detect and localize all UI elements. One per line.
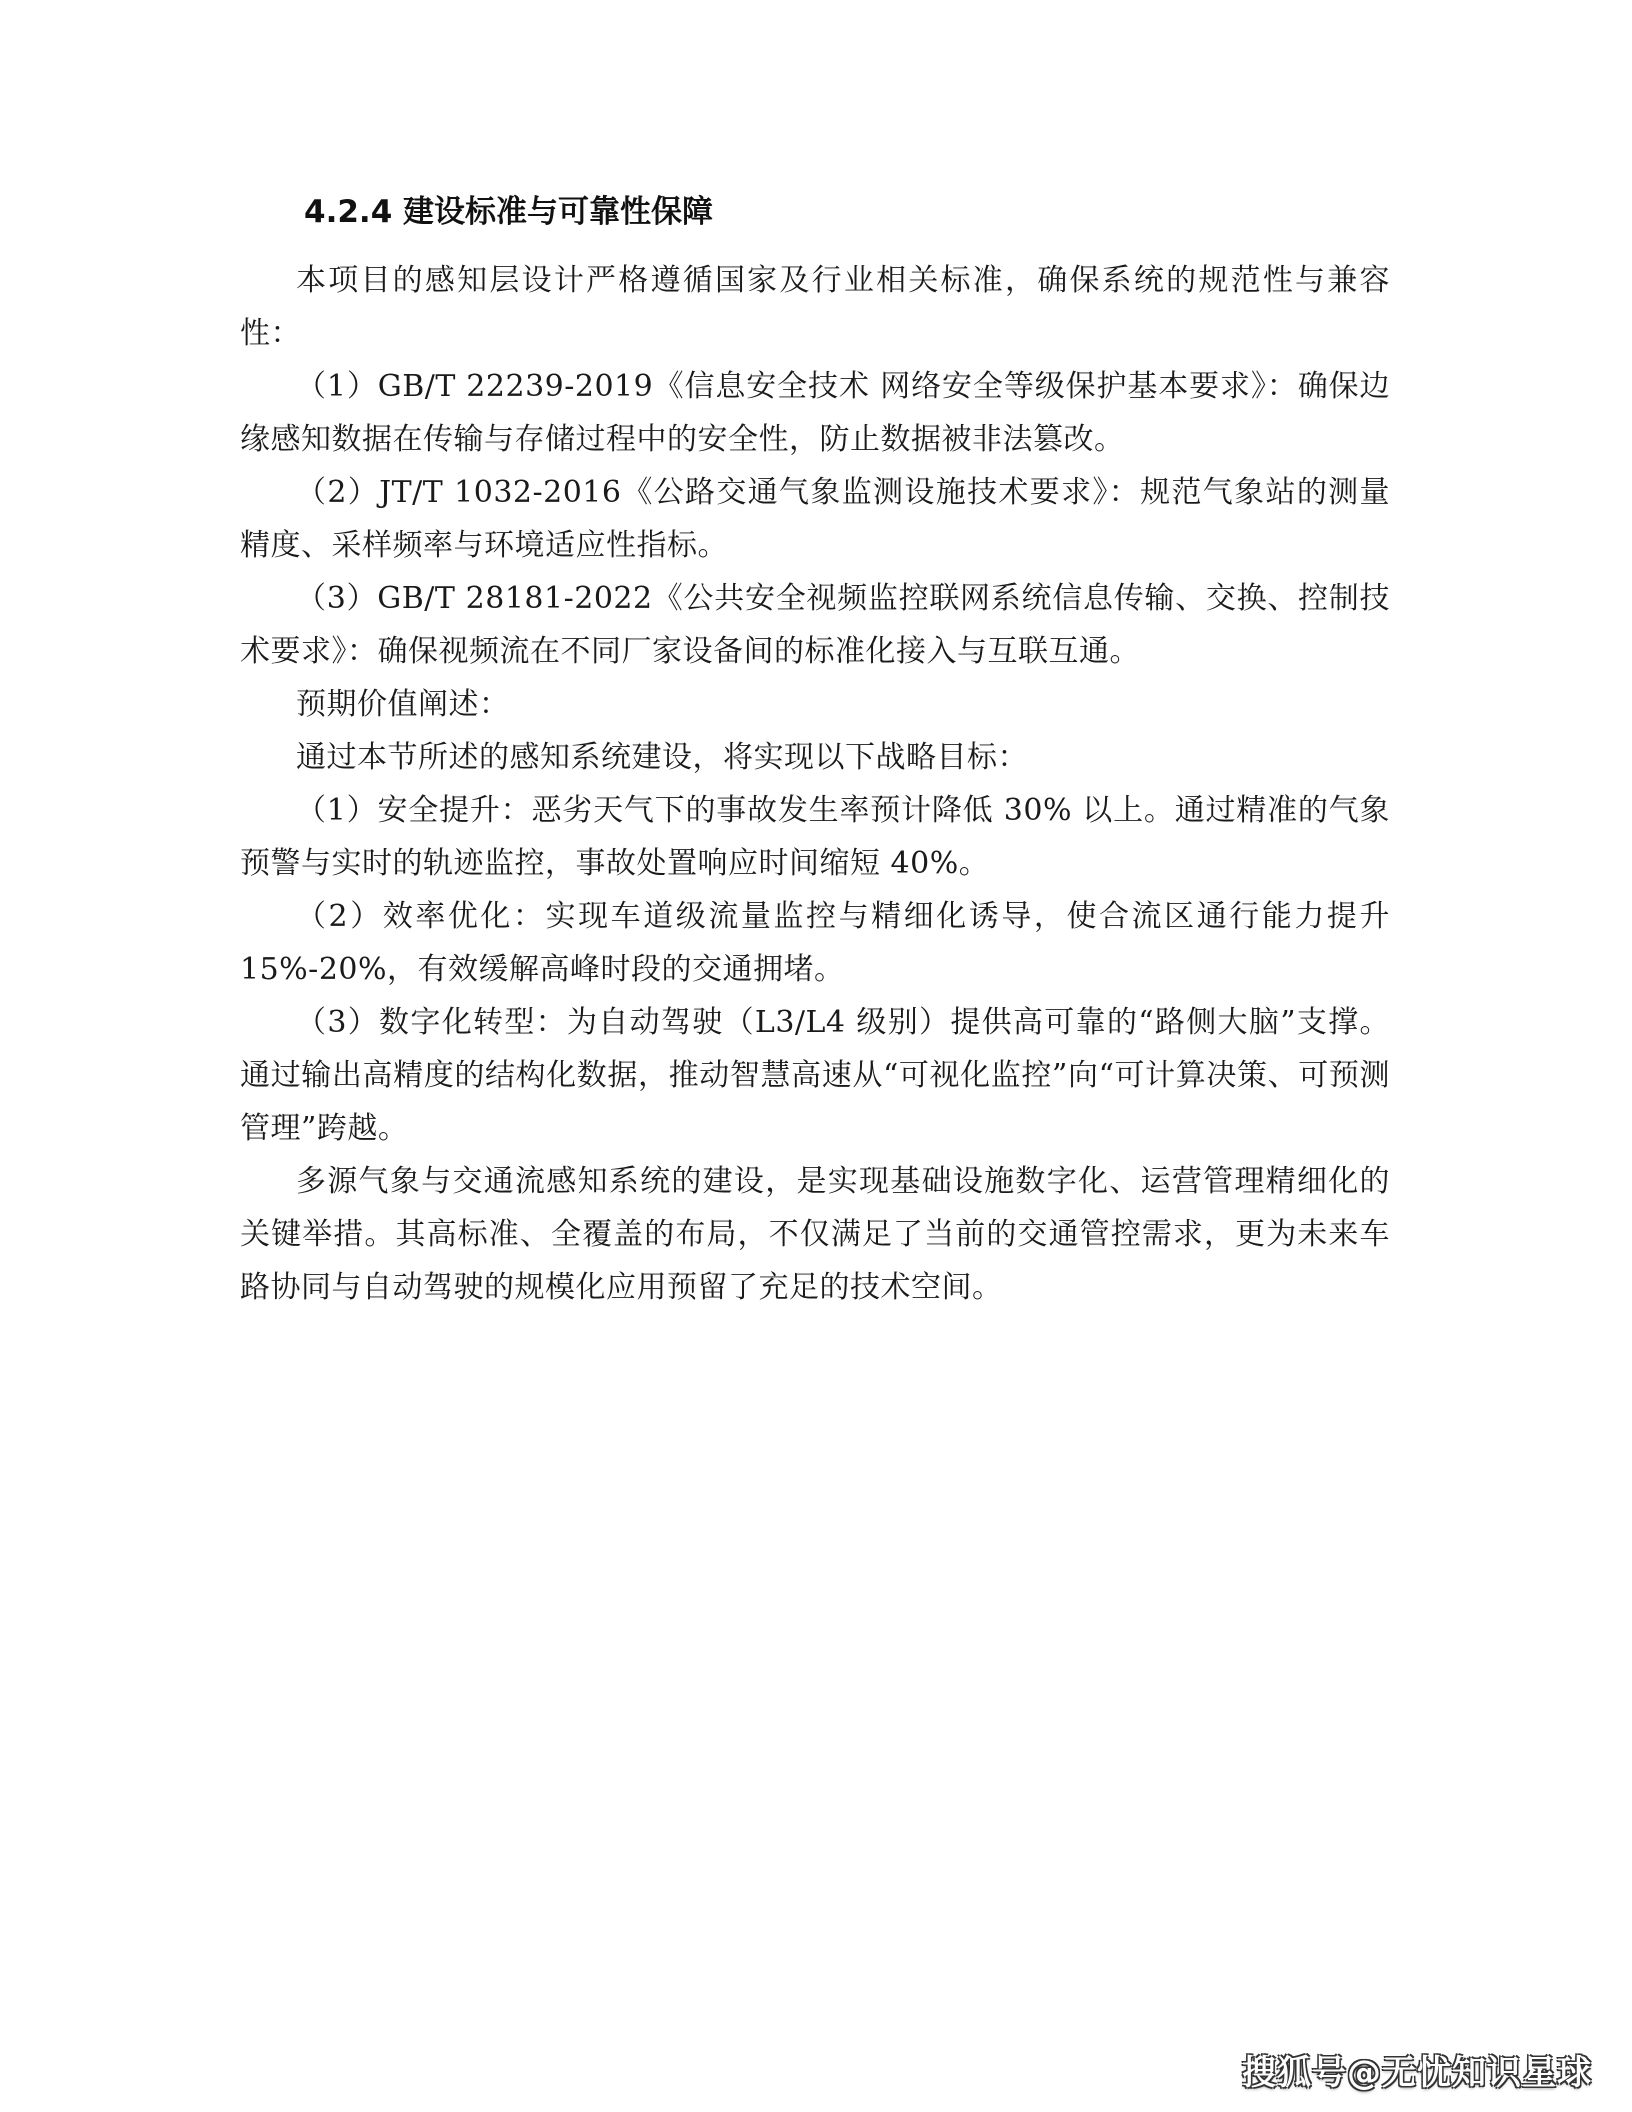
paragraph-value-intro: 通过本节所述的感知系统建设，将实现以下战略目标： [296, 740, 1028, 775]
paragraph-standard-1: （1）GB/T 22239-2019《信息安全技术 网络安全等级保护基本要求》：确保边缘感知数据在传输与存储过程中的安全性，防止数据被非法篡改。 [240, 369, 1390, 457]
paragraph-standard-2: （2）JT/T 1032-2016《公路交通气象监测设施技术要求》：规范气象站的测量精度、采样频率与环境适应性指标。 [240, 475, 1390, 563]
paragraph-goal-1: （1）安全提升：恶劣天气下的事故发生率预计降低 30% 以上。通过精准的气象预警与实时的轨迹监控，事故处置响应时间缩短 40%。 [240, 793, 1390, 881]
paragraph-intro: 本项目的感知层设计严格遵循国家及行业相关标准，确保系统的规范性与兼容性： [240, 263, 1390, 351]
paragraph-value-heading: 预期价值阐述： [296, 687, 510, 722]
paragraph-conclusion: 多源气象与交通流感知系统的建设，是实现基础设施数字化、运营管理精细化的关键举措。其高标准、全覆盖的布局，不仅满足了当前的交通管控需求，更为未来车路协同与自动驾驶的规模化应用预留了充足的技术空间。 [240, 1164, 1390, 1305]
watermark: 搜狐号@无忧知识星球 [1242, 2053, 1592, 2093]
paragraph-goal-3: （3）数字化转型：为自动驾驶（L3/L4 级别）提供高可靠的“路侧大脑”支撑。通过输出高精度的结构化数据，推动智慧高速从“可视化监控”向“可计算决策、可预测管理”跨越。 [240, 1005, 1390, 1146]
paragraph-goal-2: （2）效率优化：实现车道级流量监控与精细化诱导，使合流区通行能力提升15%-20%，有效缓解高峰时段的交通拥堵。 [240, 899, 1390, 987]
paragraph-standard-3: （3）GB/T 28181-2022《公共安全视频监控联网系统信息传输、交换、控制技术要求》：确保视频流在不同厂家设备间的标准化接入与互联互通。 [240, 581, 1390, 669]
section-heading: 4.2.4 建设标准与可靠性保障 [304, 194, 714, 230]
section-content [240, 190, 1390, 1314]
